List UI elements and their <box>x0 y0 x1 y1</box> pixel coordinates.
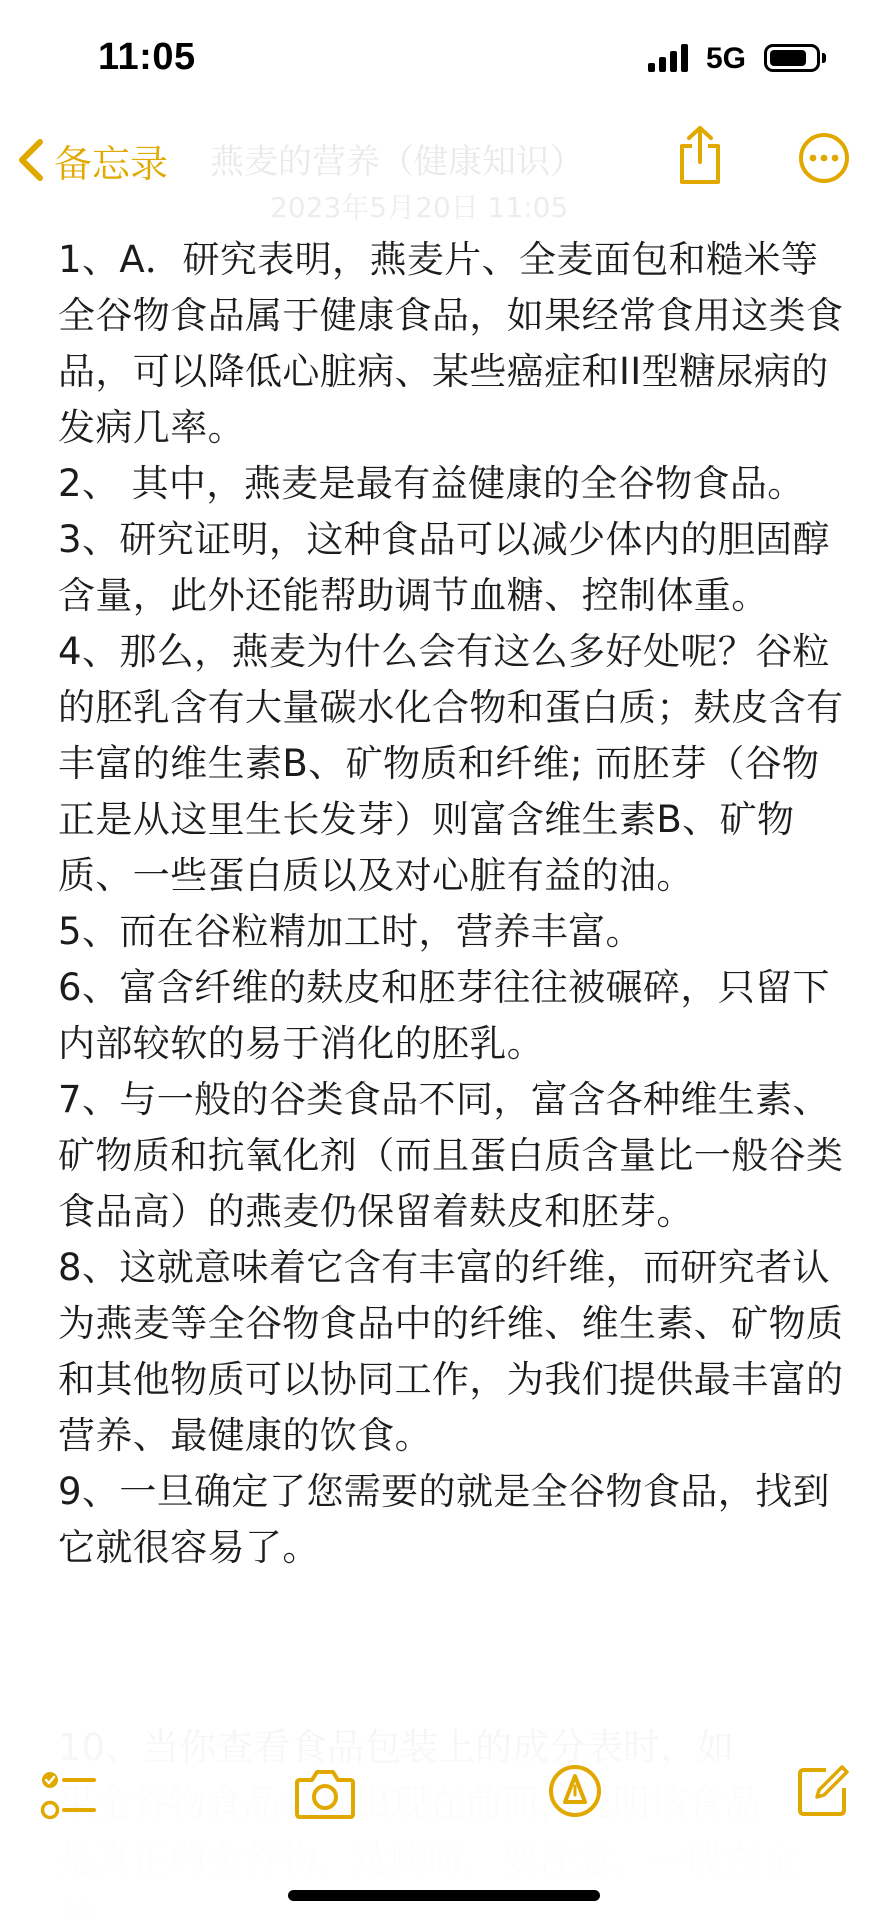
note-paragraph-7: 7、与一般的谷类食品不同，富含各种维生素、矿物质和抗氧化剂（而且蛋白质含量比一般谷类食品高）的燕麦仍保留着麸皮和胚芽。 <box>58 1078 844 1233</box>
battery-icon <box>764 44 820 72</box>
note-paragraph-9: 9、一旦确定了您需要的就是全谷物食品，找到它就很容易了。 <box>58 1470 830 1569</box>
cellular-signal-icon <box>648 44 690 72</box>
camera-icon <box>294 1768 356 1820</box>
back-label: 备忘录 <box>54 141 169 186</box>
note-body[interactable] <box>58 232 848 1576</box>
share-button[interactable] <box>676 124 724 190</box>
markup-button[interactable] <box>548 1764 602 1822</box>
network-type: 5G <box>706 42 747 75</box>
note-paragraph-4: 4、那么，燕麦为什么会有这么多好处呢？谷粒的胚乳含有大量碳水化合物和蛋白质；麸皮含有丰富的维生素B、矿物质和纤维; 而胚芽（谷物正是从这里生长发芽）则富含维生素B、矿物质、一些蛋白质以及对心脏有益的油。 <box>58 630 844 897</box>
checklist-button[interactable] <box>40 1768 98 1828</box>
note-paragraph-3: 3、研究证明，这种食品可以减少体内的胆固醇含量，此外还能帮助调节血糖、控制体重。 <box>58 518 830 617</box>
bottom-toolbar <box>0 1762 887 1832</box>
back-button[interactable] <box>16 120 168 200</box>
battery-tip <box>822 53 826 63</box>
ellipsis-circle-icon <box>798 132 850 184</box>
note-paragraph-6: 6、富含纤维的麸皮和胚芽往往被碾碎，只留下内部较软的易于消化的胚乳。 <box>58 966 830 1065</box>
chevron-left-icon <box>16 138 46 182</box>
compose-button[interactable] <box>796 1764 850 1822</box>
checklist-icon <box>40 1768 98 1824</box>
compose-icon <box>796 1764 850 1818</box>
status-time: 11:05 <box>98 36 196 78</box>
note-paragraph-5: 5、而在谷粒精加工时，营养丰富。 <box>58 910 643 953</box>
note-paragraph-1: 1、A．研究表明，燕麦片、全麦面包和糙米等全谷物食品属于健康食品，如果经常食用这类食品，可以降低心脏病、某些癌症和II型糖尿病的发病几率。 <box>58 238 844 449</box>
ghost-note-title: 燕麦的营养（健康知识） <box>210 142 584 182</box>
ghost-note-date: 2023年5月20日 11:05 <box>270 191 569 224</box>
camera-button[interactable] <box>294 1768 356 1824</box>
pen-tip-icon <box>548 1764 602 1818</box>
more-button[interactable] <box>798 132 850 188</box>
note-paragraph-2: 2、 其中，燕麦是最有益健康的全谷物食品。 <box>58 462 805 505</box>
share-icon <box>676 124 724 186</box>
home-indicator[interactable] <box>288 1890 600 1901</box>
navigation-bar <box>0 120 887 224</box>
status-bar <box>0 0 887 120</box>
note-paragraph-8: 8、这就意味着它含有丰富的纤维，而研究者认为燕麦等全谷物食品中的纤维、维生素、矿物质和其他物质可以协同工作，为我们提供最丰富的营养、最健康的饮食。 <box>58 1246 844 1457</box>
